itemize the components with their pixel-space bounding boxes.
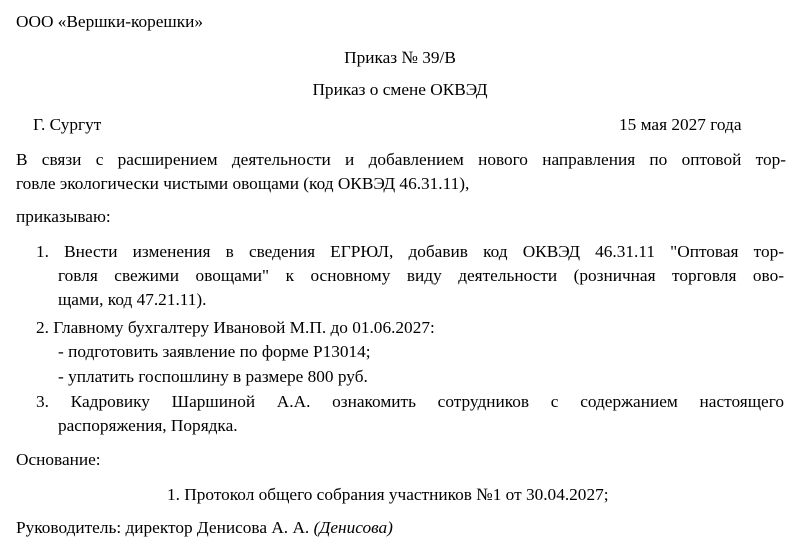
order-number: Приказ № 39/В [344,48,456,67]
city: Г. Сургут [33,115,102,134]
list-item-line: распоряжения, Порядка. [58,416,238,435]
order-word: приказываю: [16,207,111,226]
list-item-line: говля свежими овощами" к основному виду деятельности (розничная торговля ово- [58,266,784,285]
order-date: 15 мая 2027 года [619,115,742,134]
handwritten-signature: (Денисова) [313,518,393,537]
list-item-line: 2. Главному бухгалтеру Ивановой М.П. до 01.06.2027: [36,318,435,337]
list-item-line: - уплатить госпошлину в размере 800 руб. [58,367,368,386]
basis-label: Основание: [16,450,101,469]
signature-label: Руководитель: директор Денисова А. А. [16,518,310,537]
list-item-line: - подготовить заявление по форме Р13014; [58,342,371,361]
order-title: Приказ о смене ОКВЭД [312,80,488,99]
organization-name: ООО «Вершки-корешки» [16,12,204,31]
list-item-line: щами, код 47.21.11). [58,290,207,309]
list-item-line: 1. Внести изменения в сведения ЕГРЮЛ, добавив код ОКВЭД 46.31.11 "Оптовая тор- [36,242,784,261]
preamble-line: В связи с расширением деятельности и добавлением нового направления по оптовой тор- [16,150,786,169]
list-item-line: 3. Кадровику Шаршиной А.А. ознакомить сотрудников с содержанием настоящего [36,392,784,411]
signature-line [16,518,393,538]
basis-item: 1. Протокол общего собрания участников №1 от 30.04.2027; [167,485,609,504]
preamble-line: говле экологически чистыми овощами (код ОКВЭД 46.31.11), [16,174,470,193]
